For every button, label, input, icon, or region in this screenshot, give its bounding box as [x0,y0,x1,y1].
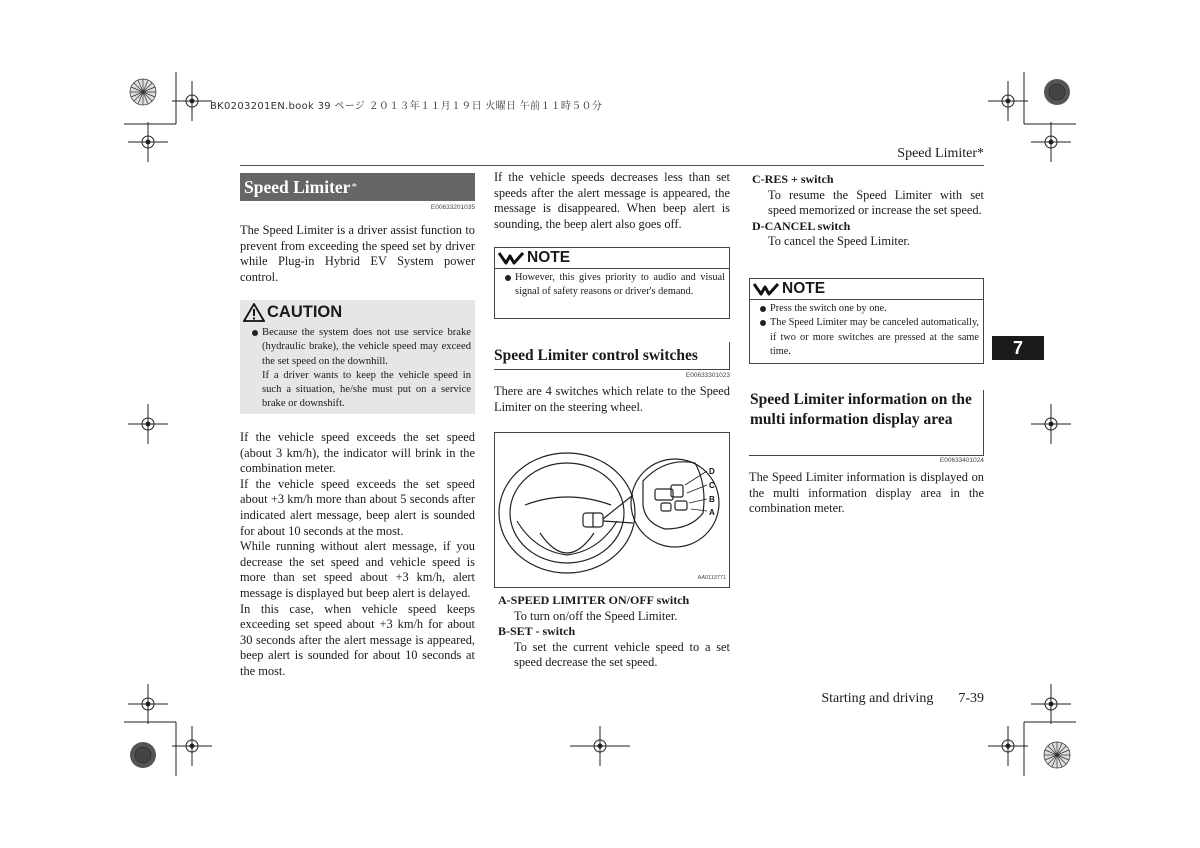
note-box [749,278,984,364]
note-header [750,279,983,300]
switch-name: A-SPEED LIMITER ON/OFF switch [498,593,690,607]
steering-wheel-illustration [495,433,729,587]
section-code: E00633201035 [430,204,475,211]
switch-list-col2 [498,593,730,671]
intro-paragraph: The Speed Limiter is a driver assist function to prevent from exceeding the speed set by driver while Plug-in Hybrid EV System power control. [240,223,475,284]
caution-item-continuation: If a driver wants to keep the vehicle speed in such a situation, he/she must put on a service brake or downshift. [262,369,471,410]
note-item: Press the switch one by one. [760,302,979,316]
section-title-speed-limiter [240,173,475,201]
option-mark: * [351,181,357,193]
section-code: E00633401024 [939,457,984,464]
section-title-text: Speed Limiter [244,177,351,197]
note-hand-icon [753,281,779,297]
note-body [495,269,729,303]
switch-name: D-CANCEL switch [752,218,851,233]
note-item: The Speed Limiter may be canceled automatically, if two or more switches are pressed at the same time. [760,316,979,359]
note-body [750,300,983,363]
note-label: NOTE [782,280,826,297]
speed-alert-text [240,430,475,680]
note-header [495,248,729,269]
paragraph: While running without alert message, if you decrease the set speed and vehicle speed is more than set speed about +3 km/h, alert message is displayed but beep alert is delayed. [240,539,475,600]
note-label: NOTE [527,249,571,266]
print-meta-line: BK0203201EN.book 39 ページ ２０１３年１１月１９日 火曜日 午前１１時５０分 [210,101,603,112]
paragraph: If the vehicle speed exceeds the set speed (about 3 km/h), the indicator will brink in the combination meter. [240,430,475,476]
multi-info-paragraph: The Speed Limiter information is displayed on the multi information display area in the combination meter. [749,470,984,516]
callout-b: B [709,495,715,504]
switch-list-col3 [752,172,984,250]
header-rule [240,165,984,166]
footer-page-number: 7-39 [958,691,984,706]
running-header: Speed Limiter* [897,146,984,161]
section-code: E00633301023 [685,372,730,379]
switch-name: B-SET - switch [498,624,576,639]
paragraph: If the vehicle speed exceeds the set speed about +3 km/h more than about 5 seconds after indicated alert message, beep alert is sounded for about 10 seconds at the most. [240,476,475,538]
footer-section: Starting and driving [821,691,934,706]
warning-triangle-icon [243,303,265,322]
note-hand-icon [498,250,524,266]
page-footer [821,691,984,707]
switch-desc: To turn on/off the Speed Limiter. [514,608,678,623]
figure-code: AA0113771 [697,575,726,581]
chapter-tab: 7 [992,336,1044,360]
callout-c: C [709,481,715,490]
caution-body [240,324,475,416]
callout-a: A [709,508,715,517]
caution-label: CAUTION [267,302,343,321]
switch-name: C-RES + switch [752,172,834,186]
section-title-multi-info-display: Speed Limiter information on the multi information display area [749,390,984,456]
switch-desc: To set the current vehicle speed to a set speed decrease the set speed. [514,639,730,670]
caution-box [240,300,475,414]
switch-desc: To cancel the Speed Limiter. [768,234,910,249]
caution-header [240,300,475,324]
caution-item: Because the system does not use service brake (hydraulic brake), the vehicle speed may exceed the set speed on the downhill. [252,326,471,369]
note-item: However, this gives priority to audio and visual signal of safety reasons or driver's demand. [505,271,725,300]
section-title-control-switches: Speed Limiter control switches [494,342,730,370]
callout-d: D [709,467,715,476]
steering-wheel-figure [494,432,730,588]
switch-desc: To resume the Speed Limiter with set speed memorized or increase the set speed. [768,187,984,218]
paragraph: In this case, when vehicle speed keeps exceeding set speed about +3 km/h for about 30 seconds after the alert message is appeared, beep alert is sounded for about 10 seconds at the most. [240,601,475,678]
alert-off-paragraph: If the vehicle speeds decreases less than set speeds after the alert message is appeared, the message is disappeared. When beep alert is sounding, the beep alert also goes off. [494,170,730,231]
note-box [494,247,730,319]
control-switches-intro: There are 4 switches which relate to the Speed Limiter on the steering wheel. [494,384,730,414]
